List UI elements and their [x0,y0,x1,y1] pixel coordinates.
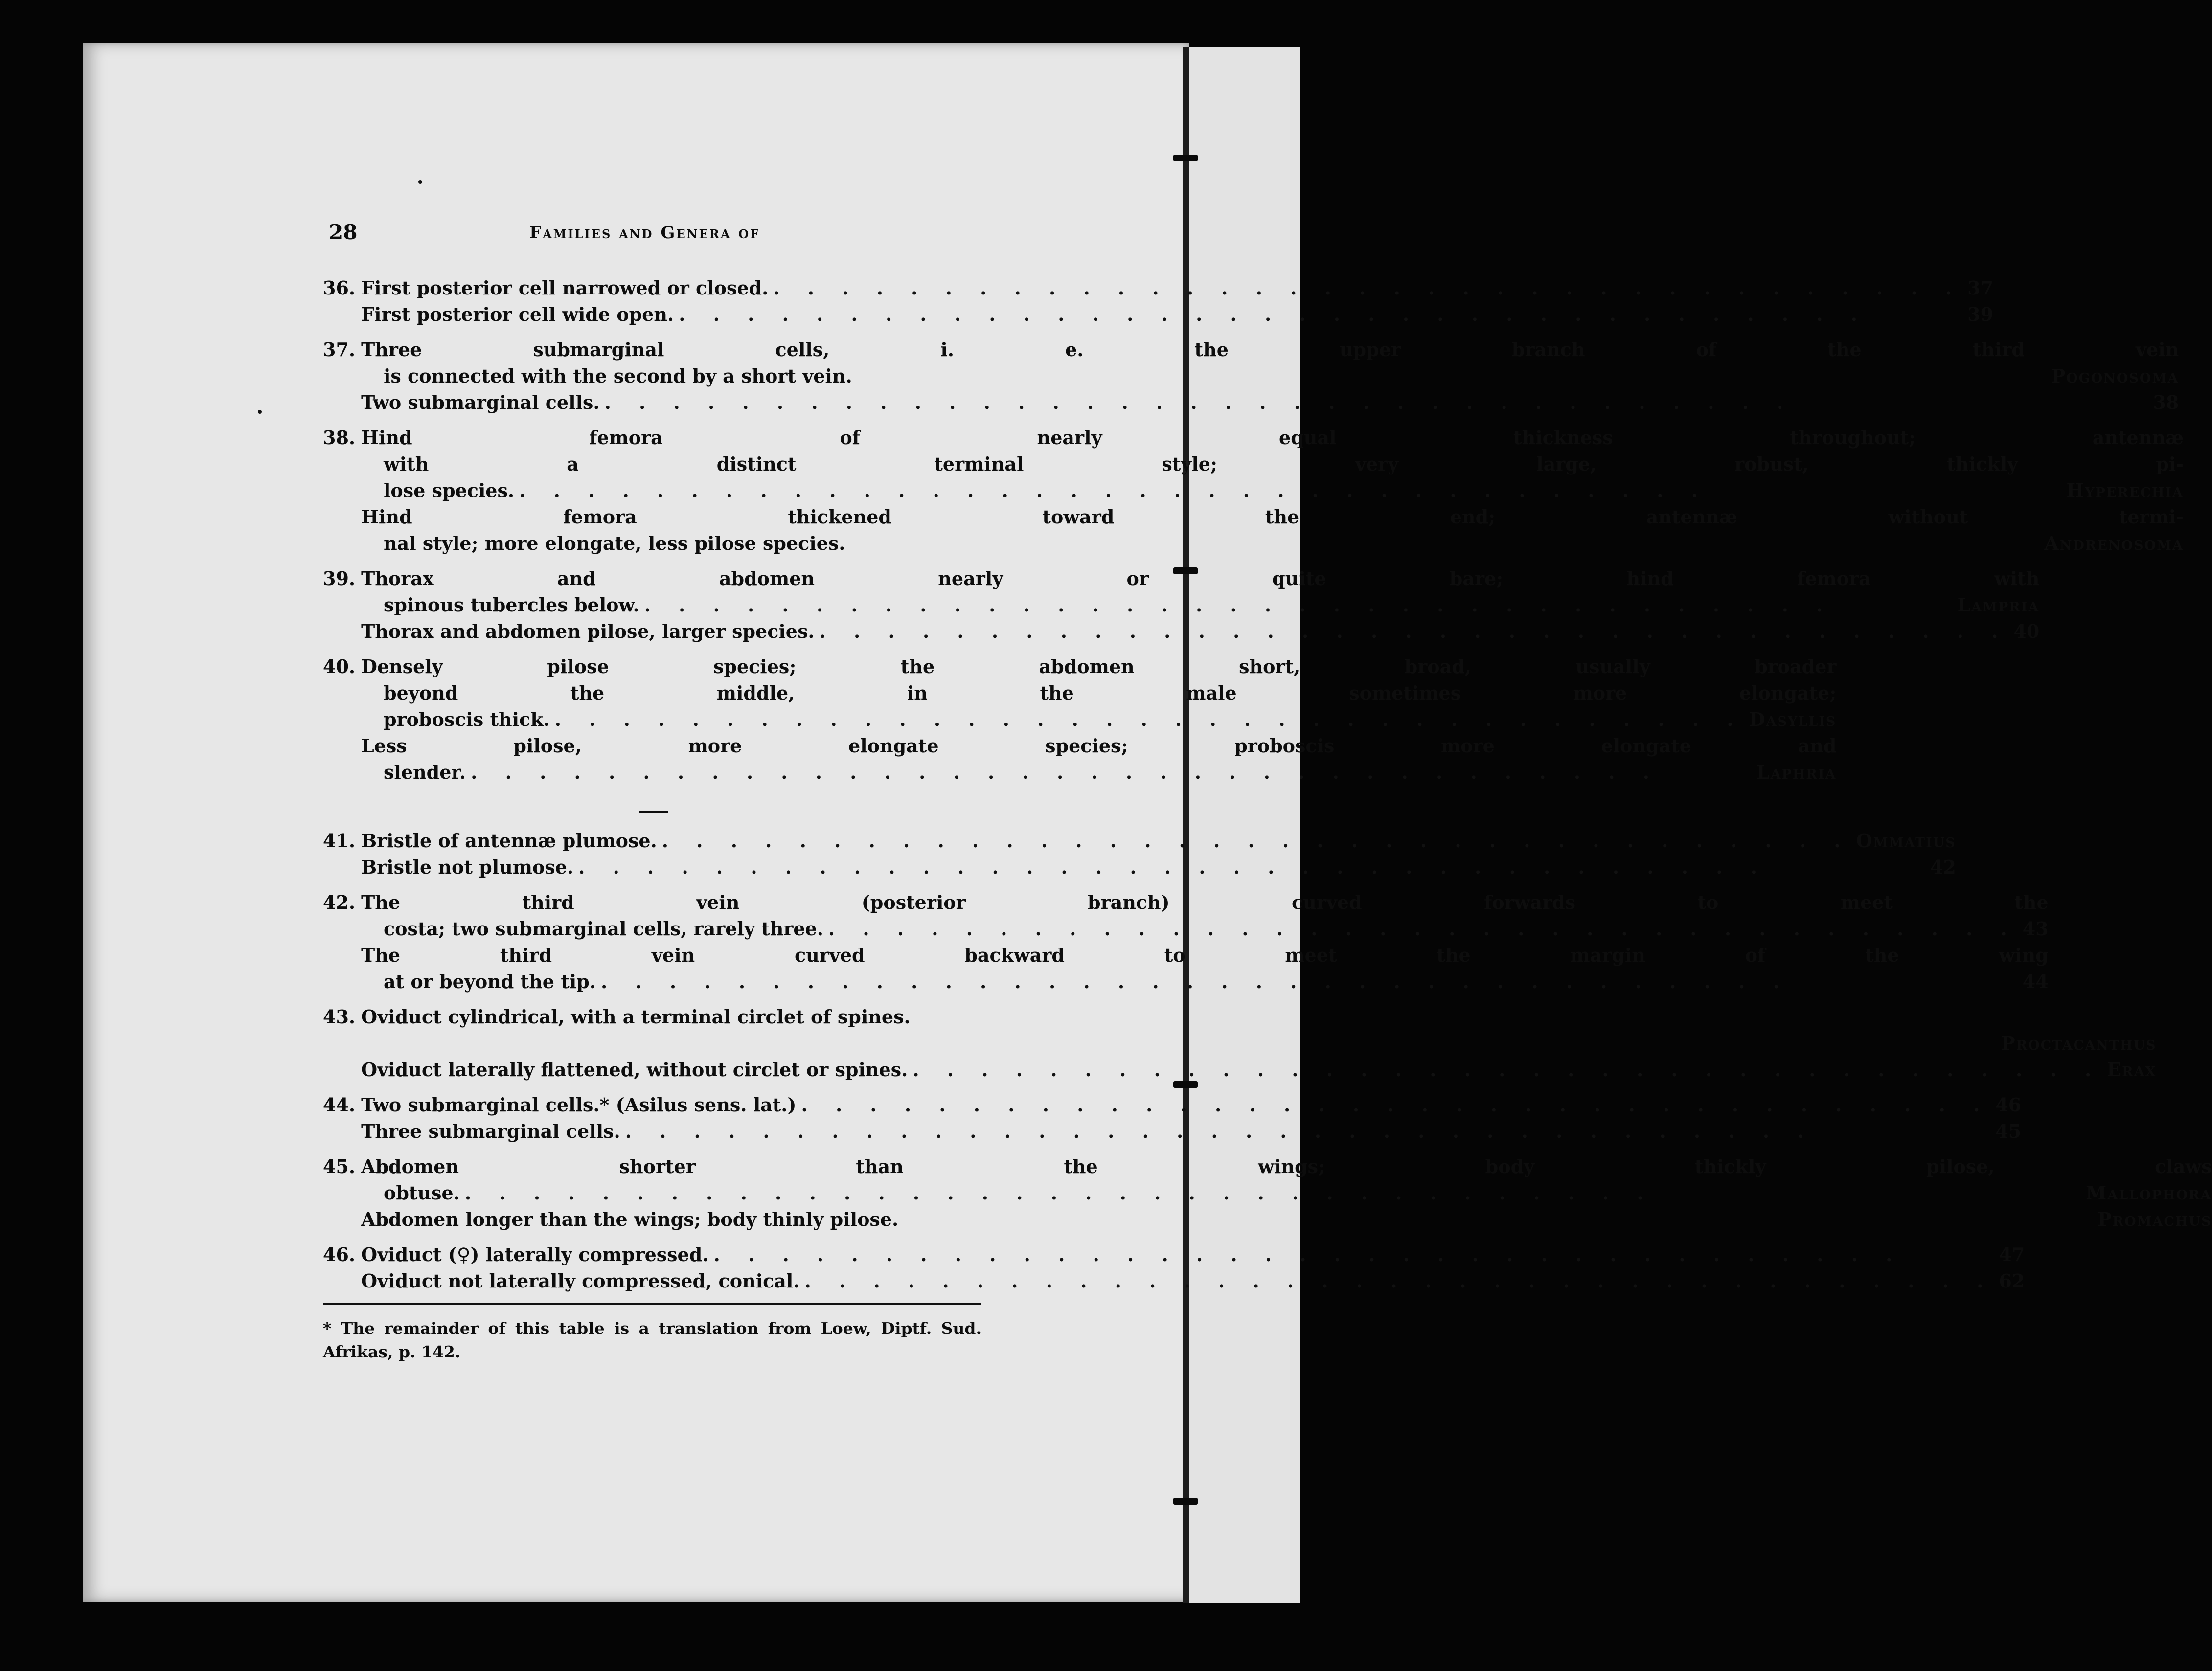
binding-clip [1173,1498,1198,1505]
entry-text: at or beyond the tip. [384,971,596,993]
entry-text: Oviduct not laterally compressed, conical. [361,1270,800,1292]
footnote-rule [323,1303,981,1305]
key-entry [323,337,2179,416]
section-divider [639,811,668,813]
entry-line [361,592,2039,618]
entry-line [361,916,2049,942]
entry-number: 41. [323,830,356,852]
dot-leader [768,275,1967,301]
entry-text: lose species. [384,479,515,501]
key-entry [323,565,2040,645]
key-entry [323,828,1956,881]
entry-text: Two submarginal cells. [361,391,600,413]
footnote [323,1317,981,1364]
entry-text: is connected with the second by a short vein. [384,365,852,387]
dot-leader [797,1092,1996,1118]
entry-text: Bristle not plumose. [361,856,574,878]
dot-leader [823,916,2023,942]
dot-leader [674,301,1967,328]
binding-clip [1173,155,1198,161]
entry-line: Densely pilose species; the abdomen short, broad, usually broader [361,655,1837,677]
couplet-reference: 38 [2153,391,2179,413]
entry-text: Thorax and abdomen pilose, larger species. [361,620,815,642]
entry-line [361,969,2049,995]
genus-name: Promachus [2098,1208,2212,1230]
couplet-reference: 45 [1995,1120,2022,1142]
entry-line [361,275,1993,301]
entry-number: 36. [323,277,356,299]
dot-leader [466,759,1756,786]
entry-number: 46. [323,1243,356,1265]
entry-line: Hind femora of nearly equal thickness throughout; antennæ [361,427,2184,449]
entry-text: Oviduct cylindrical, with a terminal circlet of spines. [361,1006,911,1028]
entry-line: Less pilose, more elongate species; proboscis more elongate and [361,735,1837,757]
page-number: 28 [329,220,358,244]
key-entry [323,654,1837,786]
key-entry [323,275,1994,328]
dot-leader [514,477,2066,504]
entry-line: beyond the middle, in the male sometimes more elongate; [384,682,1837,704]
dot-leader [620,1118,1996,1145]
dot-leader [657,828,1856,854]
entry-line [361,854,1956,881]
entry-line: Three submarginal cells, i. e. the upper branch of the third vein [361,339,2179,361]
ink-speck [418,180,422,184]
couplet-reference: 43 [2022,918,2049,940]
entry-text: spinous tubercles below. [384,594,639,616]
entry-text: Oviduct (♀) laterally compressed. [361,1243,709,1265]
key-entry [323,1242,2025,1294]
couplet-reference: 42 [1930,856,1956,878]
entry-line [361,1268,2025,1294]
genus-name: Ommatius [1856,830,1956,852]
entry-line [361,828,1956,854]
footnote-line: * The remainder of this table is a translation from Loew, Diptf. Sud. [323,1319,981,1338]
couplet-reference: 44 [2022,971,2049,993]
entry-line: with a distinct terminal style; very large, robust, thickly pi- [384,453,2184,475]
entry-number: 45. [323,1155,356,1177]
entry-line [361,363,2179,389]
entry-text: Abdomen longer than the wings; body thinly pilose. [361,1208,899,1230]
genus-name: Laphria [1756,761,1837,783]
entry-text: Oviduct laterally flattened, without circlet or spines. [361,1059,908,1081]
dot-leader [709,1242,1999,1268]
entry-line [361,1004,2157,1030]
dot-leader [460,1180,2086,1206]
entry-line [361,706,1836,733]
entry-text: Two submarginal cells.* (Asilus sens. lat.) [361,1094,797,1116]
entry-line: Thorax and abdomen nearly or quite bare; hind femora with [361,567,2040,589]
entry-number: 40. [323,655,356,677]
dot-leader [908,1057,2107,1083]
entry-line [361,1057,2157,1083]
key-block-2 [323,828,2212,1294]
dot-leader [596,969,2023,995]
couplet-reference: 47 [1999,1243,2025,1265]
dot-leader [550,706,1749,733]
entry-line [361,477,2184,504]
entry-line [361,1180,2212,1206]
couplet-reference: 46 [1995,1094,2022,1116]
genus-name: Andrenosoma [2044,532,2184,554]
dot-leader [639,592,1958,618]
entry-number: 39. [323,567,356,589]
entry-line [361,389,2179,416]
entry-number: 43. [323,1006,356,1028]
ink-speck [258,410,262,414]
key-entry [323,1092,2022,1145]
entry-text: proboscis thick. [384,708,550,730]
entry-text: obtuse. [384,1182,460,1204]
couplet-reference: 37 [1967,277,1994,299]
entry-line [361,759,1836,786]
entry-line [361,1206,2212,1233]
entry-text: First posterior cell wide open. [361,303,674,325]
dot-leader [600,389,2153,416]
genus-name: Pogonosoma [2051,365,2179,387]
dot-leader [815,618,2014,645]
entry-line [361,301,1993,328]
entry-text: First posterior cell narrowed or closed. [361,277,769,299]
couplet-reference: 40 [2013,620,2040,642]
entry-line: The third vein curved backward to meet the margin of the wing [361,944,2049,966]
entry-number: 37. [323,339,356,361]
entry-line [361,1242,2025,1268]
entry-line [361,1092,2021,1118]
entry-text: Three submarginal cells. [361,1120,620,1142]
running-title: Families and Genera of [529,223,760,243]
key-entry [323,425,2184,557]
genus-name: Erax [2107,1059,2157,1081]
page-header [329,220,994,249]
key-block-1 [323,275,2184,786]
genus-name: Dasyllis [1749,708,1837,730]
couplet-reference: 62 [1999,1270,2025,1292]
entry-line: Hind femora thickened toward the end; antennæ without termi- [361,506,2184,528]
entry-line: The third vein (posterior branch) curved forwards to meet the [361,891,2049,913]
entry-text: nal style; more elongate, less pilose species. [384,532,845,554]
entry-line: Abdomen shorter than the wings; body thickly pilose, claws [361,1155,2212,1177]
genus-name: Mallophora [2086,1182,2212,1204]
genus-name: Lampria [1957,594,2040,616]
key-entry [323,889,2049,995]
entry-line [361,1118,2021,1145]
entry-line [361,530,2184,557]
entry-number: 42. [323,891,356,913]
entry-line: Proctacanthus [2001,1032,2157,1054]
entry-line [361,618,2039,645]
footnote-line: Afrikas, p. 142. [323,1342,461,1361]
couplet-reference: 39 [1967,303,1994,325]
entry-text: Bristle of antennæ plumose. [361,830,657,852]
genus-name: Hyperechia [2066,479,2184,501]
dot-leader [800,1268,1999,1294]
key-entry [323,1153,2212,1233]
entry-text: costa; two submarginal cells, rarely three. [384,918,823,940]
dot-leader [573,854,1930,881]
entry-number: 44. [323,1094,356,1116]
entry-number: 38. [323,427,356,449]
entry-text: slender. [384,761,466,783]
key-entry [323,1004,2157,1083]
